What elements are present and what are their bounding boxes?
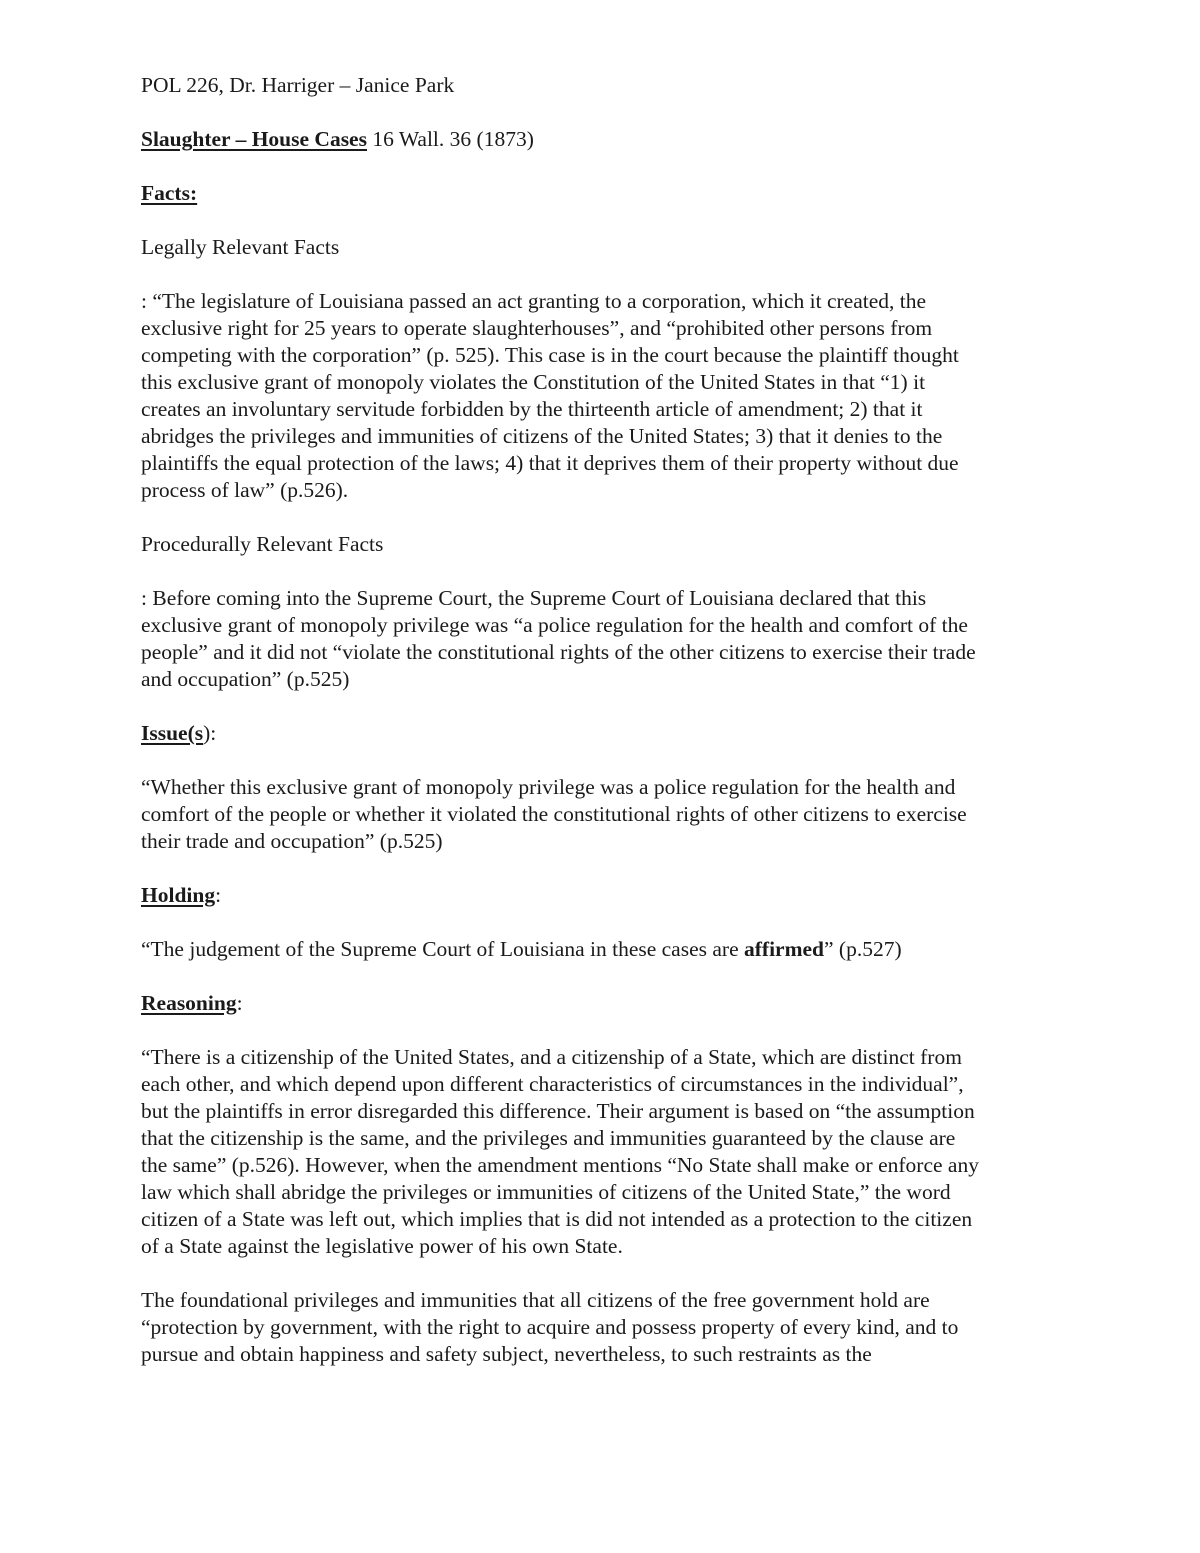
text-line: this exclusive grant of monopoly violates the Constitution of the United States in that “1) it <box>141 370 926 394</box>
holding-verdict: affirmed <box>744 937 824 961</box>
text-line: their trade and occupation” (p.525) <box>141 829 443 853</box>
text-line: plaintiffs the equal protection of the laws; 4) that it deprives them of their property without due <box>141 451 959 475</box>
document-page <box>141 72 1066 1395</box>
holding-paragraph: “The judgement of the Supreme Court of Louisiana in these cases are affirmed” (p.527) <box>141 937 902 961</box>
legal-facts-paragraph <box>141 288 1066 504</box>
text-line: abridges the privileges and immunities of citizens of the United States; 3) that it denies to the <box>141 424 943 448</box>
legal-facts-title: Legally Relevant Facts <box>141 235 340 259</box>
text-line: the same” (p.526). However, when the amendment mentions “No State shall make or enforce any <box>141 1153 979 1177</box>
text-line: “There is a citizenship of the United States, and a citizenship of a State, which are distinct from <box>141 1045 962 1069</box>
text-line: citizen of a State was left out, which implies that is did not intended as a protection to the citizen <box>141 1207 973 1231</box>
text-line: comfort of the people or whether it violated the constitutional rights of other citizens to exercise <box>141 802 967 826</box>
document-header: POL 226, Dr. Harriger – Janice Park <box>141 73 455 97</box>
case-name: Slaughter – House Cases <box>141 127 367 151</box>
issues-paragraph <box>141 774 1066 855</box>
text-line: “protection by government, with the right to acquire and possess property of every kind, and to <box>141 1315 959 1339</box>
text-line: “Whether this exclusive grant of monopoly privilege was a police regulation for the health and <box>141 775 956 799</box>
text-line: and occupation” (p.525) <box>141 667 350 691</box>
text-line: that the citizenship is the same, and the privileges and immunities guaranteed by the clause are <box>141 1126 956 1150</box>
text-line: pursue and obtain happiness and safety subject, nevertheless, to such restraints as the <box>141 1342 872 1366</box>
text-line: : “The legislature of Louisiana passed an act granting to a corporation, which it created, the <box>141 289 927 313</box>
text-line: each other, and which depend upon different characteristics of circumstances in the individual”, <box>141 1072 964 1096</box>
reasoning-paragraph-2 <box>141 1287 1066 1368</box>
case-citation: 16 Wall. 36 (1873) <box>366 127 534 151</box>
text-line: competing with the corporation” (p. 525). This case is in the court because the plaintiff thought <box>141 343 959 367</box>
text-line: law which shall abridge the privileges or immunities of citizens of the United State,” the word <box>141 1180 951 1204</box>
text-line: exclusive grant of monopoly privilege was “a police regulation for the health and comfort of the <box>141 613 968 637</box>
text-line: The foundational privileges and immunities that all citizens of the free government hold are <box>141 1288 930 1312</box>
reasoning-paragraph-1 <box>141 1044 1066 1260</box>
text-line: but the plaintiffs in error disregarded this difference. Their argument is based on “the assumption <box>141 1099 975 1123</box>
holding-heading: Holding: <box>141 883 222 907</box>
procedural-facts-title: Procedurally Relevant Facts <box>141 532 384 556</box>
text-line: process of law” (p.526). <box>141 478 349 502</box>
issues-heading: Issue(s): <box>141 721 217 745</box>
text-line: of a State against the legislative power of his own State. <box>141 1234 623 1258</box>
text-line: creates an involuntary servitude forbidden by the thirteenth article of amendment; 2) that it <box>141 397 923 421</box>
procedural-facts-paragraph <box>141 585 1066 693</box>
reasoning-heading: Reasoning: <box>141 991 243 1015</box>
text-line: : Before coming into the Supreme Court, the Supreme Court of Louisiana declared that this <box>141 586 927 610</box>
case-title-line <box>141 126 1066 153</box>
facts-heading: Facts: <box>141 181 198 205</box>
text-line: exclusive right for 25 years to operate slaughterhouses”, and “prohibited other persons from <box>141 316 933 340</box>
text-line: people” and it did not “violate the constitutional rights of the other citizens to exercise their trade <box>141 640 976 664</box>
